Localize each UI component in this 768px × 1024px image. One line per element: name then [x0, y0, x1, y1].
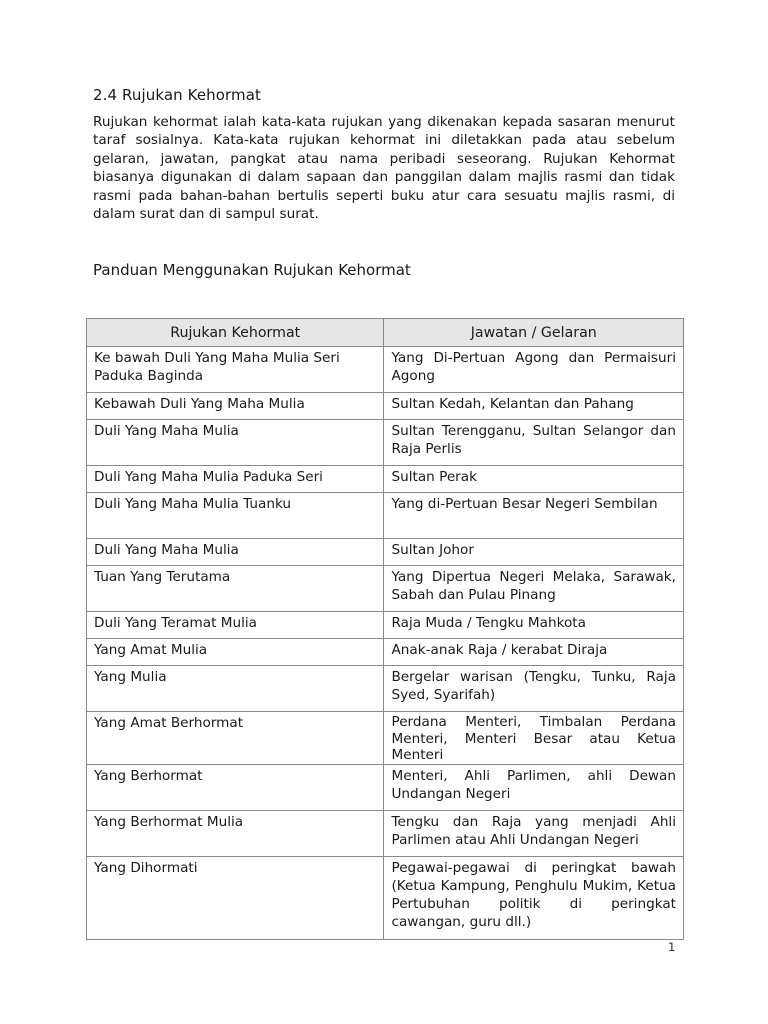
cell-rujukan: Tuan Yang Terutama — [87, 566, 384, 612]
cell-rujukan: Yang Dihormati — [87, 857, 384, 940]
cell-rujukan: Kebawah Duli Yang Maha Mulia — [87, 393, 384, 420]
column-header-jawatan: Jawatan / Gelaran — [384, 319, 684, 347]
table-header-row — [87, 319, 684, 347]
table-row — [87, 420, 684, 466]
cell-jawatan: Sultan Terengganu, Sultan Selangor dan Raja Perlis — [384, 420, 684, 466]
cell-jawatan: Pegawai-pegawai di peringkat bawah (Ketua Kampung, Penghulu Mukim, Ketua Pertubuhan politik di peringkat cawangan, guru dll.) — [384, 857, 684, 940]
page-number: 1 — [668, 940, 676, 954]
guide-heading: Panduan Menggunakan Rujukan Kehormat — [93, 261, 411, 279]
cell-jawatan: Sultan Johor — [384, 539, 684, 566]
cell-rujukan: Yang Mulia — [87, 666, 384, 712]
honorific-reference-table — [86, 318, 684, 940]
cell-rujukan: Duli Yang Maha Mulia Paduka Seri — [87, 466, 384, 493]
table-row — [87, 493, 684, 539]
table-row — [87, 666, 684, 712]
table-row — [87, 639, 684, 666]
cell-rujukan: Yang Amat Mulia — [87, 639, 384, 666]
table-row — [87, 811, 684, 857]
table-row — [87, 539, 684, 566]
cell-jawatan: Yang di-Pertuan Besar Negeri Sembilan — [384, 493, 684, 539]
cell-rujukan: Duli Yang Maha Mulia Tuanku — [87, 493, 384, 539]
cell-jawatan: Sultan Kedah, Kelantan dan Pahang — [384, 393, 684, 420]
cell-jawatan: Yang Dipertua Negeri Melaka, Sarawak, Sabah dan Pulau Pinang — [384, 566, 684, 612]
cell-rujukan: Ke bawah Duli Yang Maha Mulia Seri Paduka Baginda — [87, 347, 384, 393]
table-row — [87, 612, 684, 639]
table-row — [87, 566, 684, 612]
column-header-rujukan: Rujukan Kehormat — [87, 319, 384, 347]
intro-paragraph: Rujukan kehormat ialah kata-kata rujukan yang dikenakan kepada sasaran menurut taraf sosialnya. Kata-kata rujukan kehormat ini diletakkan pada atau sebelum gelaran, jawatan, pangkat atau nama peribadi seseorang. Rujukan Kehormat biasanya digunakan di dalam sapaan dan panggilan dalam majlis rasmi dan tidak rasmi pada bahan-bahan bertulis seperti buku atur cara sesuatu majlis rasmi, di dalam surat dan di sampul surat. — [93, 114, 675, 223]
cell-rujukan: Yang Berhormat Mulia — [87, 811, 384, 857]
cell-jawatan: Raja Muda / Tengku Mahkota — [384, 612, 684, 639]
cell-rujukan: Duli Yang Maha Mulia — [87, 420, 384, 466]
table-row — [87, 393, 684, 420]
cell-rujukan: Duli Yang Teramat Mulia — [87, 612, 384, 639]
cell-jawatan: Sultan Perak — [384, 466, 684, 493]
cell-jawatan: Bergelar warisan (Tengku, Tunku, Raja Syed, Syarifah) — [384, 666, 684, 712]
cell-jawatan: Tengku dan Raja yang menjadi Ahli Parlimen atau Ahli Undangan Negeri — [384, 811, 684, 857]
table-row — [87, 347, 684, 393]
cell-jawatan: Menteri, Ahli Parlimen, ahli Dewan Undangan Negeri — [384, 765, 684, 811]
cell-rujukan: Yang Amat Berhormat — [87, 712, 384, 765]
section-heading: 2.4 Rujukan Kehormat — [93, 86, 262, 104]
cell-jawatan: Yang Di-Pertuan Agong dan Permaisuri Agong — [384, 347, 684, 393]
table-row — [87, 857, 684, 940]
table-row — [87, 765, 684, 811]
cell-rujukan: Yang Berhormat — [87, 765, 384, 811]
cell-jawatan: Anak-anak Raja / kerabat Diraja — [384, 639, 684, 666]
cell-jawatan: Perdana Menteri, Timbalan Perdana Menteri, Menteri Besar atau Ketua Menteri — [384, 712, 684, 765]
table-row — [87, 466, 684, 493]
cell-rujukan: Duli Yang Maha Mulia — [87, 539, 384, 566]
table-row — [87, 712, 684, 765]
